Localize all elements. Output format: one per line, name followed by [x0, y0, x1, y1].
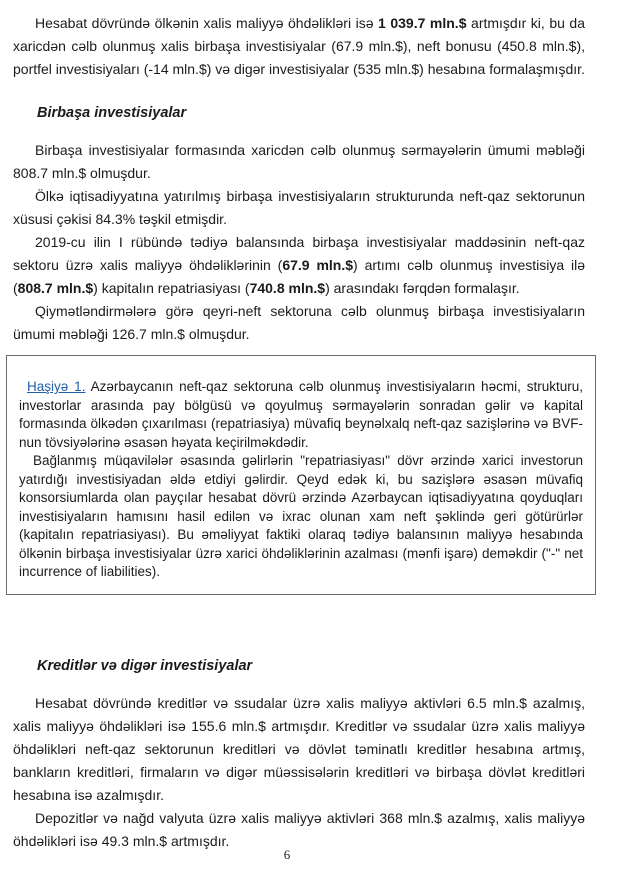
text-run: Hesabat dövründə ölkənin xalis maliyyə öhdəlikləri isə — [35, 15, 379, 31]
paragraph-deposits-currency — [13, 807, 585, 853]
section-heading-credits: Kreditlər və digər investisiyalar — [37, 657, 253, 674]
note-box-paragraph-1 — [19, 378, 583, 452]
note-reference-link[interactable]: Haşiyə 1. — [27, 379, 86, 394]
text-run: ) artımı cəlb olunmuş investisiya ilə ( — [13, 257, 586, 296]
note-box-paragraph-2 — [19, 452, 583, 582]
note-box — [6, 355, 596, 595]
text-run: 740.8 mln.$ — [249, 280, 326, 296]
page-number: 6 — [283, 847, 291, 862]
paragraph-credits-loans — [13, 692, 585, 807]
text-run: ) arasındakı fərqdən formalaşır. — [325, 280, 520, 296]
paragraph-balance-of-payments — [13, 231, 585, 300]
text-run: 67.9 mln.$ — [282, 257, 354, 273]
paragraph-net-liabilities — [13, 12, 585, 81]
text-run: Depozitlər və nağd valyuta üzrə xalis maliyyə aktivləri 368 mln.$ azalmış, xalis maliyyə öhdəlikləri isə 49.3 mln.$ artmışdır. — [13, 809, 585, 849]
text-run: 1 039.7 mln.$ — [378, 15, 467, 31]
intro-section — [0, 0, 620, 346]
text-run: Qiymətləndirmələrə görə qeyri-neft sektoruna cəlb olunmuş birbaşa investisiyaların ümumi məbləği 126.7 mln.$ olmuşdur. — [13, 303, 585, 342]
text-run: Ölkə iqtisadiyyatına yatırılmış birbaşa investisiyaların strukturunda neft-qaz sektorunun xüsusi çəkisi 84.3% təşkil etmişdir. — [13, 188, 585, 227]
credits-section — [0, 595, 620, 853]
paragraph-fdi-total — [13, 139, 585, 185]
text-run: Bağlanmış müqavilələr əsasında gəlirlərin "repatriasiyası" dövr ərzində xarici investorun yatırdığı investisiyadan əldə etdiyi gəlirdir. Qeyd edək ki, bu sazişlərə əsasən müvafiq konsorsiumlarda olan payçılar hesabat dövrü ərzində Azərbaycan iqtisadiyyatına qoyduqları investisiyaların hamısını hasil edilən və ixrac olunan xam neft şəklində geri götürürlər (kapitalın repatriasiyası). Bu əməliyyat faktiki olaraq tədiyə balansının maliyyə hesabında ölkənin birbaşa investisiyalar üzrə xarici öhdəliklərinin azalması (mənfi işarə) deməkdir ("-" net incurrence of liabilities). — [19, 453, 583, 579]
paragraph-non-oil-fdi — [13, 300, 585, 346]
text-run: 808.7 mln.$ — [17, 280, 94, 296]
text-run: Birbaşa investisiyalar formasında xaricdən cəlb olunmuş sərmayələrin ümumi məbləği 808.7 mln.$ olmuşdur. — [13, 142, 585, 181]
text-run: 2019-cu ilin I rübündə tədiyə balansında birbaşa investisiyalar maddəsinin neft-qaz sektoru üzrə xalis maliyyə öhdəliklərinin ( — [13, 234, 585, 273]
paragraph-oil-gas-share — [13, 185, 585, 231]
section-heading-direct-investments: Birbaşa investisiyalar — [37, 105, 187, 121]
text-run: ) kapitalın repatriasiyası ( — [93, 280, 250, 296]
text-run: Azərbaycanın neft-qaz sektoruna cəlb olunmuş investisiyaların həcmi, strukturu, investorlar arasında pay bölgüsü və qoyulmuş sərmayələrin sonradan gəlir və kapital formasında ölkədən çıxarılması (repatriasiya) müvafiq beynəlxalq neft-qaz sazişlərinə və BVF-nun tövsiyələrinə əsasən həyata keçirilməkdədir. — [19, 379, 584, 450]
text-run: artmışdır ki, bu da xaricdən cəlb olunmuş xalis birbaşa investisiyalar (67.9 mln.$), neft bonusu (450.8 mln.$), portfel investisiyaları (-14 mln.$) və digər investisiyalar (535 mln.$) hesabına formalaşmışdır. — [13, 15, 586, 77]
text-run: Hesabat dövründə kreditlər və ssudalar üzrə xalis maliyyə aktivləri 6.5 mln.$ azalmış, xalis maliyyə öhdəlikləri isə 155.6 mln.$ artmışdır. Kreditlər və ssudalar üzrə xalis maliyyə öhdəlikləri neft-qaz sektorunun kreditləri və dövlət təminatlı kreditlər hesabına artmış, bankların kreditləri, firmaların və digər müəssisələrin kreditləri və birbaşa dövlət kreditləri hesabına isə azalmışdır. — [13, 694, 585, 803]
